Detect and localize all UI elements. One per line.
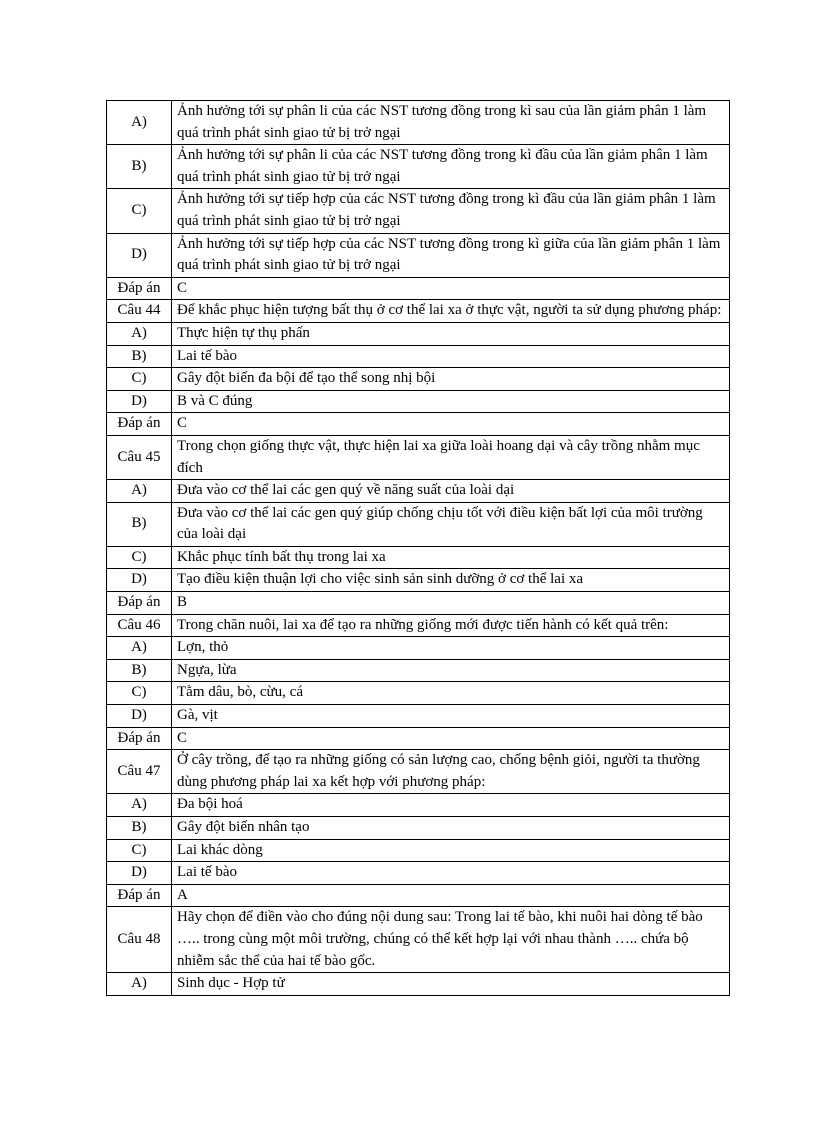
option-text: Đưa vào cơ thể lai các gen quý giúp chống chịu tốt với điều kiện bất lợi của môi trường của loài dại — [172, 502, 730, 546]
question-text: Ở cây trồng, để tạo ra những giống có sản lượng cao, chống bệnh giỏi, người ta thường dùng phương pháp lai xa kết hợp với phương pháp: — [172, 750, 730, 794]
question-number: Câu 44 — [107, 300, 172, 323]
option-row — [107, 345, 730, 368]
option-label: D) — [107, 862, 172, 885]
option-row — [107, 659, 730, 682]
answer-key-label: Đáp án — [107, 727, 172, 750]
option-text: Sinh dục - Hợp tử — [172, 973, 730, 996]
quiz-table-body — [107, 101, 730, 996]
question-row — [107, 435, 730, 479]
option-text: Gây đột biến nhân tạo — [172, 817, 730, 840]
option-label: A) — [107, 480, 172, 503]
answer-key-label: Đáp án — [107, 277, 172, 300]
option-text: Ảnh hưởng tới sự phân li của các NST tương đồng trong kì sau của lần giảm phân 1 làm quá trình phát sinh giao tử bị trở ngại — [172, 101, 730, 145]
option-row — [107, 368, 730, 391]
option-row — [107, 189, 730, 233]
option-label: C) — [107, 189, 172, 233]
question-row — [107, 614, 730, 637]
option-text: Ảnh hưởng tới sự tiếp hợp của các NST tương đồng trong kì giữa của lần giảm phân 1 làm quá trình phát sinh giao tử bị trở ngại — [172, 233, 730, 277]
option-text: Tằm dâu, bò, cừu, cá — [172, 682, 730, 705]
option-row — [107, 322, 730, 345]
option-text: Đưa vào cơ thể lai các gen quý về năng suất của loài dại — [172, 480, 730, 503]
quiz-table — [106, 100, 730, 996]
option-label: B) — [107, 817, 172, 840]
answer-key-row — [107, 413, 730, 436]
answer-key-row — [107, 884, 730, 907]
option-text: Lai tế bào — [172, 862, 730, 885]
answer-key-value: A — [172, 884, 730, 907]
option-row — [107, 682, 730, 705]
question-number: Câu 48 — [107, 907, 172, 973]
option-row — [107, 839, 730, 862]
option-text: Khắc phục tính bất thụ trong lai xa — [172, 546, 730, 569]
option-row — [107, 480, 730, 503]
option-text: Ảnh hưởng tới sự tiếp hợp của các NST tương đồng trong kì đầu của lần giảm phân 1 làm quá trình phát sinh giao tử bị trở ngại — [172, 189, 730, 233]
option-text: Ngựa, lừa — [172, 659, 730, 682]
answer-key-value: C — [172, 277, 730, 300]
option-label: C) — [107, 368, 172, 391]
option-row — [107, 233, 730, 277]
question-text: Trong chăn nuôi, lai xa để tạo ra những giống mới được tiến hành có kết quả trên: — [172, 614, 730, 637]
option-row — [107, 637, 730, 660]
question-number: Câu 45 — [107, 435, 172, 479]
option-label: B) — [107, 659, 172, 682]
question-row — [107, 300, 730, 323]
question-text: Trong chọn giống thực vật, thực hiện lai xa giữa loài hoang dại và cây trồng nhằm mục đích — [172, 435, 730, 479]
option-text: Tạo điều kiện thuận lợi cho việc sinh sản sinh dưỡng ở cơ thể lai xa — [172, 569, 730, 592]
option-row — [107, 862, 730, 885]
answer-key-value: B — [172, 592, 730, 615]
option-label: D) — [107, 569, 172, 592]
answer-key-label: Đáp án — [107, 413, 172, 436]
option-row — [107, 145, 730, 189]
option-row — [107, 502, 730, 546]
question-number: Câu 47 — [107, 750, 172, 794]
answer-key-row — [107, 592, 730, 615]
option-row — [107, 973, 730, 996]
option-row — [107, 794, 730, 817]
answer-key-row — [107, 727, 730, 750]
option-row — [107, 569, 730, 592]
option-text: Lai tế bào — [172, 345, 730, 368]
option-label: A) — [107, 101, 172, 145]
question-number: Câu 46 — [107, 614, 172, 637]
option-label: C) — [107, 682, 172, 705]
question-text: Hãy chọn để điền vào cho đúng nội dung sau: Trong lai tế bào, khi nuôi hai dòng tế bào ….. trong cùng một môi trường, chúng có thể kết hợp lại với nhau thành ….. chứa bộ nhiễm sắc thể của hai tế bào gốc. — [172, 907, 730, 973]
option-row — [107, 546, 730, 569]
answer-key-label: Đáp án — [107, 592, 172, 615]
option-text: Gây đột biến đa bội để tạo thể song nhị bội — [172, 368, 730, 391]
option-row — [107, 705, 730, 728]
option-label: C) — [107, 839, 172, 862]
question-row — [107, 907, 730, 973]
question-text: Để khắc phục hiện tượng bất thụ ở cơ thể lai xa ở thực vật, người ta sử dụng phương pháp: — [172, 300, 730, 323]
option-label: D) — [107, 705, 172, 728]
option-text: Đa bội hoá — [172, 794, 730, 817]
option-text: B và C đúng — [172, 390, 730, 413]
answer-key-value: C — [172, 727, 730, 750]
option-label: B) — [107, 345, 172, 368]
option-label: A) — [107, 637, 172, 660]
question-row — [107, 750, 730, 794]
answer-key-row — [107, 277, 730, 300]
option-text: Lợn, thỏ — [172, 637, 730, 660]
option-row — [107, 390, 730, 413]
option-label: A) — [107, 973, 172, 996]
option-label: D) — [107, 390, 172, 413]
option-text: Lai khác dòng — [172, 839, 730, 862]
option-text: Gà, vịt — [172, 705, 730, 728]
option-row — [107, 101, 730, 145]
option-text: Ảnh hưởng tới sự phân li của các NST tương đồng trong kì đầu của lần giảm phân 1 làm quá trình phát sinh giao tử bị trở ngại — [172, 145, 730, 189]
option-label: A) — [107, 322, 172, 345]
option-label: D) — [107, 233, 172, 277]
option-row — [107, 817, 730, 840]
option-text: Thực hiện tự thụ phấn — [172, 322, 730, 345]
answer-key-value: C — [172, 413, 730, 436]
option-label: B) — [107, 145, 172, 189]
option-label: A) — [107, 794, 172, 817]
answer-key-label: Đáp án — [107, 884, 172, 907]
option-label: C) — [107, 546, 172, 569]
option-label: B) — [107, 502, 172, 546]
